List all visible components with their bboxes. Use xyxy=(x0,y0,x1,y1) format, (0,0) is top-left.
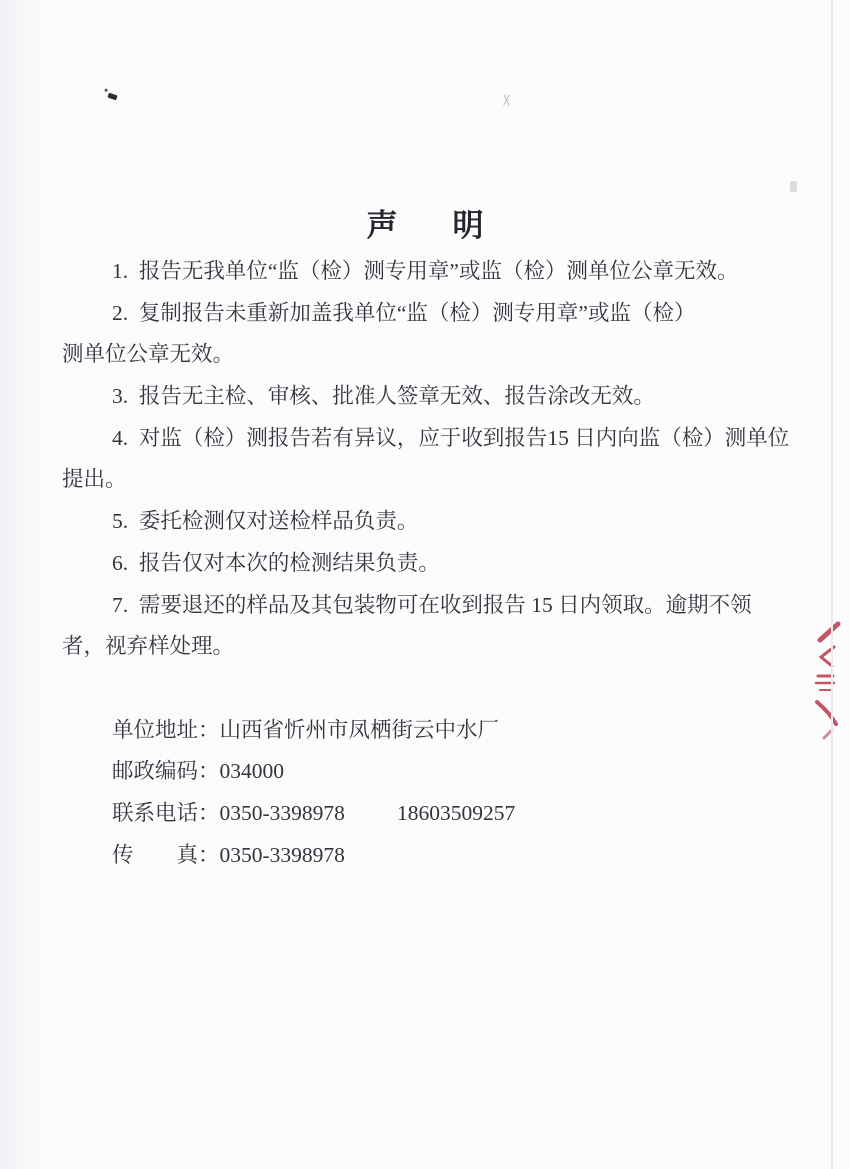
statement-item-7-line-1: 7. 需要退还的样品及其包装物可在收到报告 15 日内领取。逾期不领 xyxy=(112,592,752,617)
contact-fax-value: 0350-3398978 xyxy=(219,842,345,867)
statement-item-2-line-2: 测单位公章无效。 xyxy=(62,342,235,367)
contact-postal-value: 034000 xyxy=(219,759,285,784)
statement-item-4-line-1: 4. 对监（检）测报告若有异议，应于收到报告15 日内向监（检）测单位 xyxy=(112,425,790,450)
scan-smudge-artifact xyxy=(790,181,797,192)
page-edge-shadow xyxy=(831,0,833,1169)
scan-x-artifact xyxy=(502,94,512,106)
contact-phone-row xyxy=(62,793,802,835)
statement-body xyxy=(62,251,802,876)
statement-item-6: 6. 报告仅对本次的检测结果负责。 xyxy=(112,550,440,575)
contact-postal-label: 邮政编码： xyxy=(112,759,220,784)
section-gap xyxy=(62,668,802,710)
contact-phone-value: 0350-3398978 xyxy=(219,800,345,825)
statement-item-7-line-2: 者，视弃样处理。 xyxy=(62,634,235,659)
red-seal-fragment-icon xyxy=(804,620,846,742)
contact-fax-row xyxy=(62,835,802,877)
statement-item-2-line-1: 2. 复制报告未重新加盖我单位“监（检）测专用章”或监（检） xyxy=(112,300,696,325)
statement-title: 声 明 xyxy=(366,208,496,243)
contact-fax-label: 传 真： xyxy=(112,842,220,867)
contact-phone-value-2: 18603509257 xyxy=(396,800,516,825)
statement-item-4-line-2: 提出。 xyxy=(62,467,127,492)
contact-phone-label: 联系电话： xyxy=(112,800,220,825)
statement-item-1: 1. 报告无我单位“监（检）测专用章”或监（检）测单位公章无效。 xyxy=(112,259,739,283)
statement-item-5: 5. 委托检测仅对送检样品负责。 xyxy=(112,509,419,534)
scan-speck-artifact xyxy=(107,93,117,101)
contact-address-value: 山西省忻州市凤栖街云中水厂 xyxy=(219,717,500,742)
contact-address-label: 单位地址： xyxy=(112,717,220,742)
contact-address-row xyxy=(62,710,802,752)
statement-item-3: 3. 报告无主检、审核、批准人签章无效、报告涂改无效。 xyxy=(112,384,655,409)
contact-postal-row xyxy=(62,751,802,793)
